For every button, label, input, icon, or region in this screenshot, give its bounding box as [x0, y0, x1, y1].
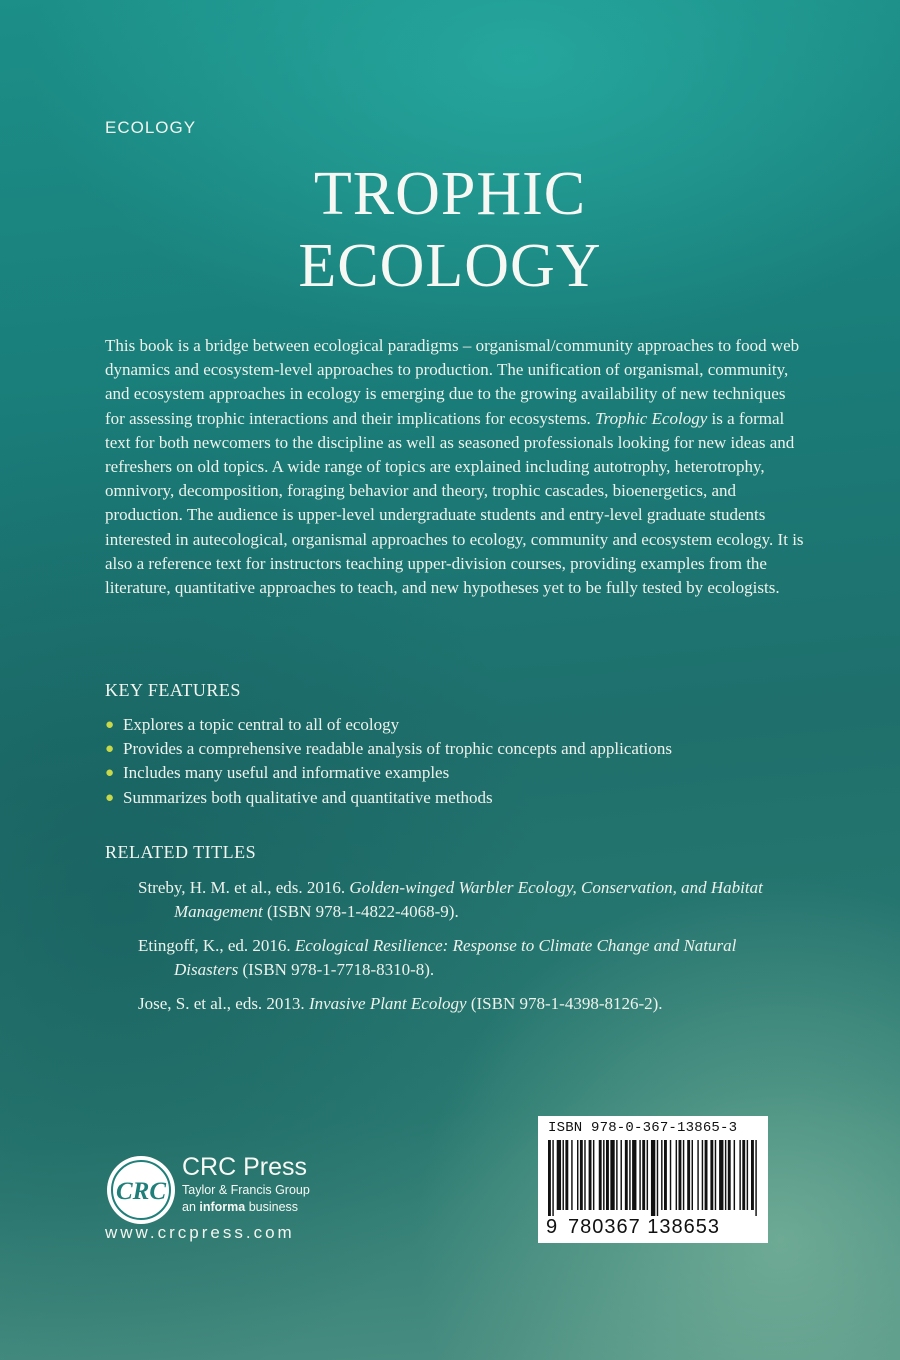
barcode-bar	[710, 1140, 713, 1210]
description-text-1: This book is a bridge between ecological paradigms – organismal/community approaches to food web dynamics and ecosystem-level approaches to production. The unification of organismal, community, and ecosystem approaches in ecology is emerging due to the growing availability of new techniques for assessing trophic interactions and their implications for ecosystems.	[105, 336, 800, 428]
publisher-url: www.crcpress.com	[105, 1223, 295, 1242]
ref-isbn: (ISBN 978-1-4398-8126-2).	[466, 994, 663, 1013]
barcode-bar	[747, 1140, 748, 1210]
barcode-bar	[702, 1140, 703, 1210]
ref-authors: Streby, H. M. et al., eds. 2016.	[138, 878, 350, 897]
barcode-bar	[629, 1140, 630, 1210]
logo-text: CRC	[115, 1178, 167, 1205]
publisher-info	[182, 1152, 310, 1216]
bullet-icon: ●	[105, 789, 115, 806]
barcode-bar	[584, 1140, 585, 1210]
barcode-bar	[664, 1140, 667, 1210]
isbn-barcode	[538, 1116, 768, 1243]
barcode-bar	[639, 1140, 640, 1210]
barcode-bars-icon	[548, 1140, 758, 1216]
isbn-digit-groups: 780367 138653	[568, 1216, 721, 1238]
barcode-bar	[755, 1140, 756, 1216]
barcode-bar	[651, 1140, 655, 1216]
barcode-bar	[625, 1140, 628, 1210]
book-description	[105, 334, 805, 600]
barcode-bar	[552, 1140, 553, 1216]
barcode-bar	[742, 1140, 745, 1210]
barcode-bar	[557, 1140, 561, 1210]
barcode-bar	[715, 1140, 716, 1210]
key-features-heading: KEY FEATURES	[105, 680, 241, 700]
barcode-bar	[593, 1140, 594, 1210]
barcode-bar	[697, 1140, 698, 1210]
bullet-icon: ●	[105, 765, 115, 782]
bullet-icon: ●	[105, 717, 115, 733]
barcode-bar	[692, 1140, 693, 1210]
business-suffix: business	[245, 1200, 299, 1214]
feature-item	[105, 761, 805, 785]
barcode-bar	[632, 1140, 636, 1210]
bullet-icon: ●	[105, 741, 115, 758]
barcode-bar	[548, 1140, 551, 1216]
feature-text: Provides a comprehensive readable analysis of trophic concepts and applications	[123, 739, 673, 759]
barcode-bar	[725, 1140, 726, 1210]
subject-category: ECOLOGY	[105, 118, 197, 137]
barcode-bar	[589, 1140, 592, 1210]
barcode-bar	[719, 1140, 723, 1210]
related-titles-list	[138, 876, 798, 1026]
barcode-bar	[657, 1140, 658, 1216]
barcode-bar	[670, 1140, 671, 1210]
business-prefix: an	[182, 1200, 200, 1214]
barcode-bar	[739, 1140, 740, 1210]
barcode-bar	[728, 1140, 731, 1210]
feature-item	[105, 786, 805, 810]
publisher-name: CRC Press	[182, 1153, 308, 1181]
ref-authors: Etingoff, K., ed. 2016.	[138, 936, 295, 955]
related-title-item	[138, 992, 798, 1016]
barcode-bar	[563, 1140, 564, 1210]
barcode-bar	[580, 1140, 583, 1210]
barcode-bar	[676, 1140, 677, 1210]
barcode-bar	[647, 1140, 648, 1210]
barcode-bar	[616, 1140, 617, 1210]
isbn-lead-digit: 9	[546, 1216, 558, 1238]
barcode-bar	[606, 1140, 609, 1210]
feature-text: Summarizes both qualitative and quantitative methods	[123, 787, 493, 807]
barcode-bar	[683, 1140, 684, 1210]
ref-isbn: (ISBN 978-1-4822-4068-9).	[262, 902, 459, 921]
book-title	[0, 158, 900, 302]
publisher-business	[182, 1199, 310, 1216]
barcode-bar	[599, 1140, 602, 1210]
isbn-label: ISBN 978-0-367-13865-3	[548, 1120, 738, 1136]
barcode-bar	[610, 1140, 614, 1210]
barcode-bar	[621, 1140, 622, 1210]
barcode-bar	[571, 1140, 572, 1210]
title-line-2: ECOLOGY	[298, 232, 602, 300]
description-book-title: Trophic Ecology	[595, 408, 708, 428]
barcode-bar	[705, 1140, 708, 1210]
crc-logo-icon	[105, 1154, 177, 1226]
related-title-item	[138, 876, 798, 924]
publisher-group: Taylor & Francis Group	[182, 1183, 310, 1197]
ref-isbn: (ISBN 978-1-7718-8310-8).	[238, 960, 435, 979]
barcode-bar	[565, 1140, 568, 1210]
barcode-bar	[603, 1140, 604, 1210]
related-title-item	[138, 934, 798, 982]
business-bold: informa	[199, 1200, 246, 1214]
feature-text: Explores a topic central to all of ecology	[123, 715, 400, 734]
barcode-bar	[577, 1140, 578, 1210]
barcode-bar	[679, 1140, 682, 1210]
description-text-2: is a formal text for both newcomers to the discipline as well as seasoned professionals looking for new ideas and refreshers on old topics. A wide range of topics are explained including autotrophy, heterotrophy, omnivory, decomposition, foraging behavior and theory, trophic cascades, bioenergetics, and production. The audience is upper-level undergraduate students and entry-level graduate students interested in autecological, organismal approaches to ecology, community and ecosystem ecology. It is also a reference text for instructors teaching upper-division courses, providing examples from the literature, quantitative approaches to teach, and new hypotheses yet to be fully tested by ecologists.	[105, 408, 804, 598]
feature-text: Includes many useful and informative examples	[123, 763, 450, 783]
ref-title: Golden-winged Warbler Ecology, Conservation, and Habitat Management	[174, 878, 763, 921]
barcode-bar	[661, 1140, 662, 1210]
ref-title: Ecological Resilience: Response to Climate Change and Natural Disasters	[174, 936, 737, 979]
feature-item	[105, 737, 805, 761]
barcode-bar	[687, 1140, 690, 1210]
key-features-list	[105, 713, 805, 810]
feature-item	[105, 713, 805, 737]
ref-authors: Jose, S. et al., eds. 2013.	[138, 994, 309, 1013]
barcode-bar	[751, 1140, 754, 1210]
barcode-bar	[734, 1140, 735, 1210]
title-line-1: TROPHIC	[313, 160, 587, 228]
barcode-bar	[642, 1140, 645, 1210]
related-titles-heading: RELATED TITLES	[105, 842, 257, 862]
ref-title: Invasive Plant Ecology	[308, 994, 467, 1013]
